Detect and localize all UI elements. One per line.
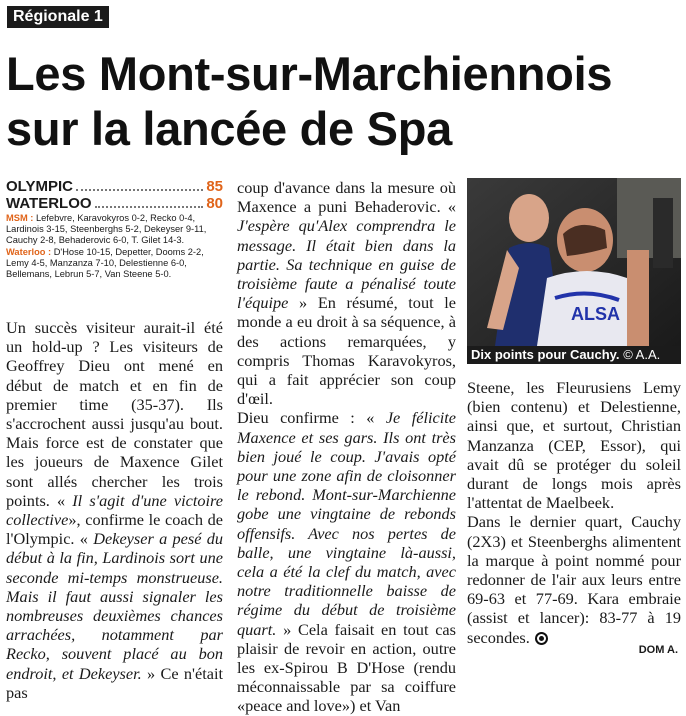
team-name: WATERLOO [6,195,92,212]
headline [6,46,612,156]
body-text: Dieu confirme : « [237,408,375,428]
article-column-3 [467,378,681,647]
team-score: 80 [206,195,223,212]
quote: Je félicite Maxence et ses gars. Ils ont très bien joué le coup. J'avais opté pour une zone afin de cloisonner le rebond. Mont-sur-Marchienne gobe une vingtaine de rebonds offensifs. Avec nos pertes de balle, une vingtaine là-aussi, cela a été la clef du match, avec notre traditionnelle baisse de régime du début de troisième quart. [237,408,456,639]
article-column-2 [237,178,456,716]
scoreboard [6,178,223,280]
paragraph [467,512,681,646]
headline-line-1: Les Mont-sur-Marchiennois [6,47,613,100]
photo-credit: © A.A. [623,347,661,362]
team-name: OLYMPIC [6,178,73,195]
paragraph [237,178,456,408]
quote: Il s'agit d'une victoire collective [6,490,223,530]
paragraph [6,318,223,702]
end-of-article-icon [535,632,548,645]
article-column-1 [6,318,223,702]
dot-leader [95,206,204,208]
byline: DOM A. [638,644,678,656]
msm-box-score [6,213,223,246]
photo-caption [467,346,681,364]
section-tag: Régionale 1 [7,6,109,28]
caption-text: Dix points pour Cauchy. [471,347,620,362]
quote: J'espère qu'Alex comprendra le message. Il était bien dans la partie. Sa technique en guise de troisième faute a pénalisé toute l'équipe [237,216,456,313]
score-row-waterloo [6,195,223,212]
photo-illustration [467,178,681,346]
paragraph: Steene, les Fleurusiens Lemy (bien contenu) et Delestienne, ainsi que, et surtout, Christian Manzanza (CEP, Essor), qui avait dû se protéger du soleil durant de longs mois après l'attentat de Maelbeek. [467,378,681,513]
body-text: » Ce n'était pas [6,663,224,702]
body-text: Dans le dernier quart, Cauchy (2X3) et Steenberghs alimentent la marque à point nommé pour redonner de l'air aux leurs entre 69-63 et 77-69. Kara embraie (assist et lancer): 83-77 à 19 secondes. [467,512,681,647]
quote: Dekeyser a pesé du début à la fin, Lardinois sort une seconde mi-temps monstrueuse. Mais il faut aussi signaler les nombreuses deuxièmes chances arrachées, notamment par Recko, souvent placé au bon endroit, et Dekeyser. [6,529,224,683]
dot-leader [76,189,203,191]
msm-label: MSM : [6,213,34,223]
msm-detail: Lefebvre, Karavokyros 0-2, Recko 0-4, Lardinois 3-15, Steenberghs 5-2, Dekeyser 9-11, Cauchy 2-8, Behaderovic 6-0, T. Gilet 14-3. [6,213,207,245]
body-text: Un succès visiteur aurait-il été un hold-up ? Les visiteurs de Geoffrey Dieu ont mené en début de match et en fin de premier time (35-37). Ils s'accrochent aussi jusqu'au bout. Mais force est de constater que les joueurs de Maxence Gilet sont allés chercher les trois points. « [6,318,223,510]
body-text: », confirme le coach de l'Olympic. « [6,510,223,549]
score-row-olympic [6,178,223,195]
team-score: 85 [206,178,223,195]
waterloo-label: Waterloo : [6,247,52,257]
headline-line-2: sur la lancée de Spa [6,102,452,155]
waterloo-box-score [6,247,223,280]
body-text: » Cela faisait en tout cas plaisir de revoir en action, outre les ex-Spirou B D'Hose (rendu méconnaissable par sa coiffure «peace and love») et Van [237,619,456,716]
body-text: » En résumé, tout le monde a eu droit à sa séquence, à des actions remarquées, y compris Thomas Karavokyros, qui a fait apprécier son coup d'œil. [237,293,456,409]
paragraph [237,408,456,715]
waterloo-detail: D'Hose 10-15, Depetter, Dooms 2-2, Lemy 4-5, Manzanza 7-10, Delestienne 6-0, Bellemans, Lebrun 5-7, Van Steene 5-0. [6,247,204,279]
basketball-photo [467,178,681,346]
jersey-lettering: ALSA [571,304,620,324]
body-text: coup d'avance dans la mesure où Maxence a puni Behaderovic. « [237,178,456,217]
